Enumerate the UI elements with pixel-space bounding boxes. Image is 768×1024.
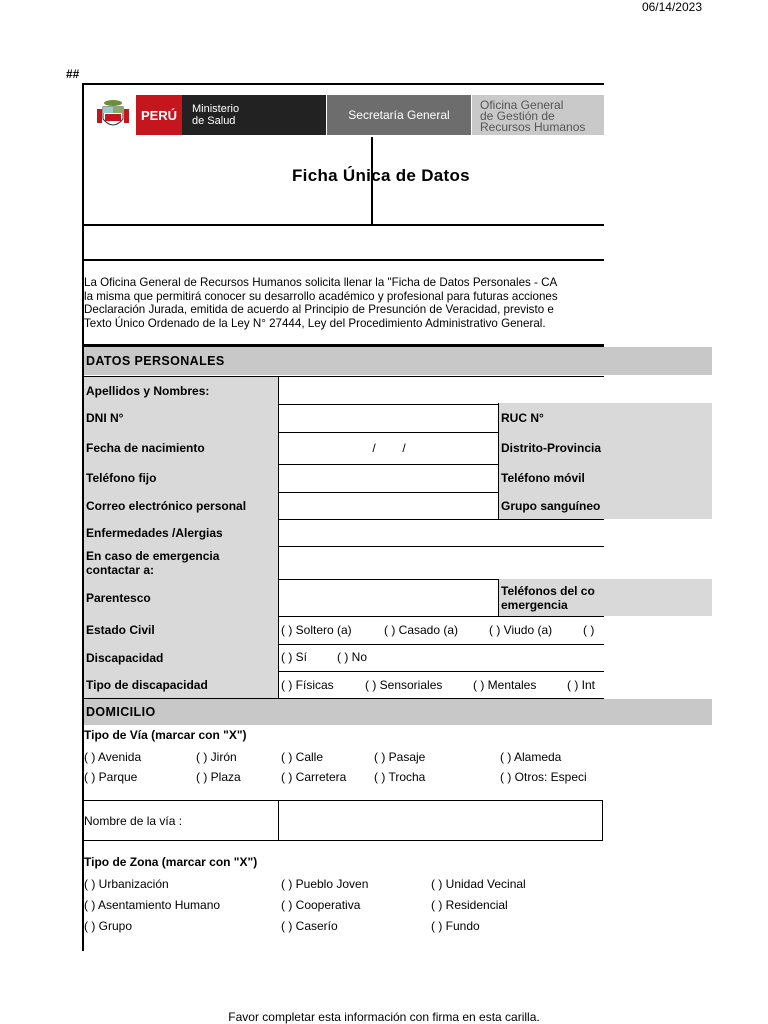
option-pasaje[interactable]: ( ) Pasaje: [374, 750, 426, 764]
peru-logo: PERÚ: [136, 95, 182, 135]
intro-line: la misma que permitirá conocer su desarrollo académico y profesional para futuras acciones: [84, 289, 558, 303]
option-fundo[interactable]: ( ) Fundo: [431, 919, 480, 933]
option-otros[interactable]: ( ) Otros: Especi: [500, 770, 587, 784]
label-apellidos: Apellidos y Nombres:: [84, 377, 279, 404]
label-grupo-sanguineo: Grupo sanguíneo: [498, 492, 604, 519]
label-parentesco: Parentesco: [84, 579, 279, 616]
label-enfermedades: Enfermedades /Alergias: [84, 519, 279, 546]
oficina-line2: de Gestión de: [480, 109, 555, 123]
coat-of-arms-logo: [95, 97, 131, 133]
input-fecha-nacimiento[interactable]: [278, 432, 499, 464]
label-telefonos-line2: emergencia: [501, 597, 568, 612]
intro-line: La Oficina General de Recursos Humanos solicita llenar la "Ficha de Datos Personales - CA: [84, 276, 558, 289]
label-dni: DNI N°: [84, 403, 279, 432]
input-dni[interactable]: [278, 403, 499, 432]
label-telefonos-contacto: [498, 579, 604, 616]
input-telefono-fijo[interactable]: [278, 464, 499, 492]
title-bottom-border: [82, 224, 604, 226]
secretaria-general-logo: Secretaría General: [327, 95, 471, 135]
label-tipo-discapacidad: Tipo de discapacidad: [84, 671, 279, 698]
label-emergencia-line1: En caso de emergencia: [86, 548, 220, 563]
option-viudo[interactable]: ( ) Viudo (a): [489, 623, 553, 637]
date-separators: / /: [372, 441, 406, 455]
option-jiron[interactable]: ( ) Jirón: [196, 750, 237, 764]
ministerio-line2: de Salud: [192, 115, 236, 127]
discapacidad-options: [278, 644, 604, 671]
input-correo[interactable]: [278, 492, 499, 519]
option-soltero[interactable]: ( ) Soltero (a): [281, 623, 352, 637]
section-domicilio: DOMICILIO: [84, 699, 712, 725]
intro-line: Declaración Jurada, emitida de acuerdo al Principio de Presunción de Veracidad, previsto e: [84, 303, 554, 316]
ministerio-line1: Ministerio: [192, 103, 240, 115]
input-nombre-via[interactable]: [278, 801, 603, 840]
intro-paragraph: [84, 276, 604, 330]
label-emergencia: [84, 546, 279, 579]
input-apellidos[interactable]: [278, 377, 604, 404]
label-nombre-via: Nombre de la vía :: [84, 813, 183, 828]
label-discapacidad: Discapacidad: [84, 644, 279, 671]
input-parentesco[interactable]: [278, 579, 499, 616]
intro-line: Texto Único Ordenado de la Ley N° 27444, Ley del Procedimiento Administrativo General.: [84, 316, 546, 330]
option-residencial[interactable]: ( ) Residencial: [431, 898, 508, 912]
label-telefono-movil: Teléfono móvil: [498, 464, 604, 492]
option-cooperativa[interactable]: ( ) Cooperativa: [281, 898, 361, 912]
option-mentales[interactable]: ( ) Mentales: [473, 678, 537, 692]
blank-row-border: [82, 259, 604, 261]
cell-marker: ##: [66, 67, 80, 81]
option-alameda[interactable]: ( ) Alameda: [500, 750, 562, 764]
top-border: [82, 83, 604, 85]
option-discapacidad-si[interactable]: ( ) Sí: [281, 650, 307, 664]
option-grupo[interactable]: ( ) Grupo: [84, 919, 133, 933]
option-caserio[interactable]: ( ) Caserío: [281, 919, 338, 933]
option-casado[interactable]: ( ) Casado (a): [384, 623, 459, 637]
label-telefono-fijo: Teléfono fijo: [84, 464, 279, 492]
option-trocha[interactable]: ( ) Trocha: [374, 770, 426, 784]
option-asentamiento[interactable]: ( ) Asentamiento Humano: [84, 898, 221, 912]
nombre-via-row: [82, 800, 603, 841]
input-emergencia[interactable]: [278, 546, 604, 579]
option-unidad-vecinal[interactable]: ( ) Unidad Vecinal: [431, 877, 526, 891]
oficina-rrhh-logo: [472, 95, 604, 135]
oficina-line3: Recursos Humanos: [480, 120, 586, 134]
label-emergencia-line2: contactar a:: [86, 562, 155, 577]
input-enfermedades[interactable]: [278, 519, 604, 546]
page-title: Ficha Única de Datos: [292, 166, 470, 185]
option-estado-otro[interactable]: ( ): [583, 623, 595, 637]
ruc-extension: [604, 403, 712, 519]
label-correo: Correo electrónico personal: [84, 492, 279, 519]
option-urbanizacion[interactable]: ( ) Urbanización: [84, 877, 169, 891]
option-fisicas[interactable]: ( ) Físicas: [281, 678, 334, 692]
label-telefonos-line1: Teléfonos del co: [501, 583, 595, 598]
option-intelectuales[interactable]: ( ) Int: [567, 678, 596, 692]
option-sensoriales[interactable]: ( ) Sensoriales: [365, 678, 443, 692]
label-ruc: RUC N°: [498, 403, 604, 432]
option-pueblo-joven[interactable]: ( ) Pueblo Joven: [281, 877, 369, 891]
ministerio-logo: [182, 95, 326, 135]
option-calle[interactable]: ( ) Calle: [281, 750, 324, 764]
print-date: 06/14/2023: [641, 0, 702, 14]
label-estado-civil: Estado Civil: [84, 616, 279, 644]
label-tipo-zona: Tipo de Zona (marcar con "X"): [84, 855, 258, 869]
oficina-line1: Oficina General: [480, 98, 564, 112]
label-distrito: Distrito-Provincia: [498, 432, 604, 464]
option-parque[interactable]: ( ) Parque: [84, 770, 138, 784]
telefonos-extension: [604, 579, 712, 616]
section-datos-personales: DATOS PERSONALES: [84, 347, 712, 375]
option-plaza[interactable]: ( ) Plaza: [196, 770, 241, 784]
label-fecha-nacimiento: Fecha de nacimiento: [84, 432, 279, 464]
option-discapacidad-no[interactable]: ( ) No: [337, 650, 367, 664]
option-avenida[interactable]: ( ) Avenida: [84, 750, 142, 764]
label-tipo-via: Tipo de Vía (marcar con "X"): [84, 728, 247, 742]
footer-note: Favor completar esta información con firma en esta carilla.: [228, 1010, 540, 1024]
option-carretera[interactable]: ( ) Carretera: [281, 770, 347, 784]
